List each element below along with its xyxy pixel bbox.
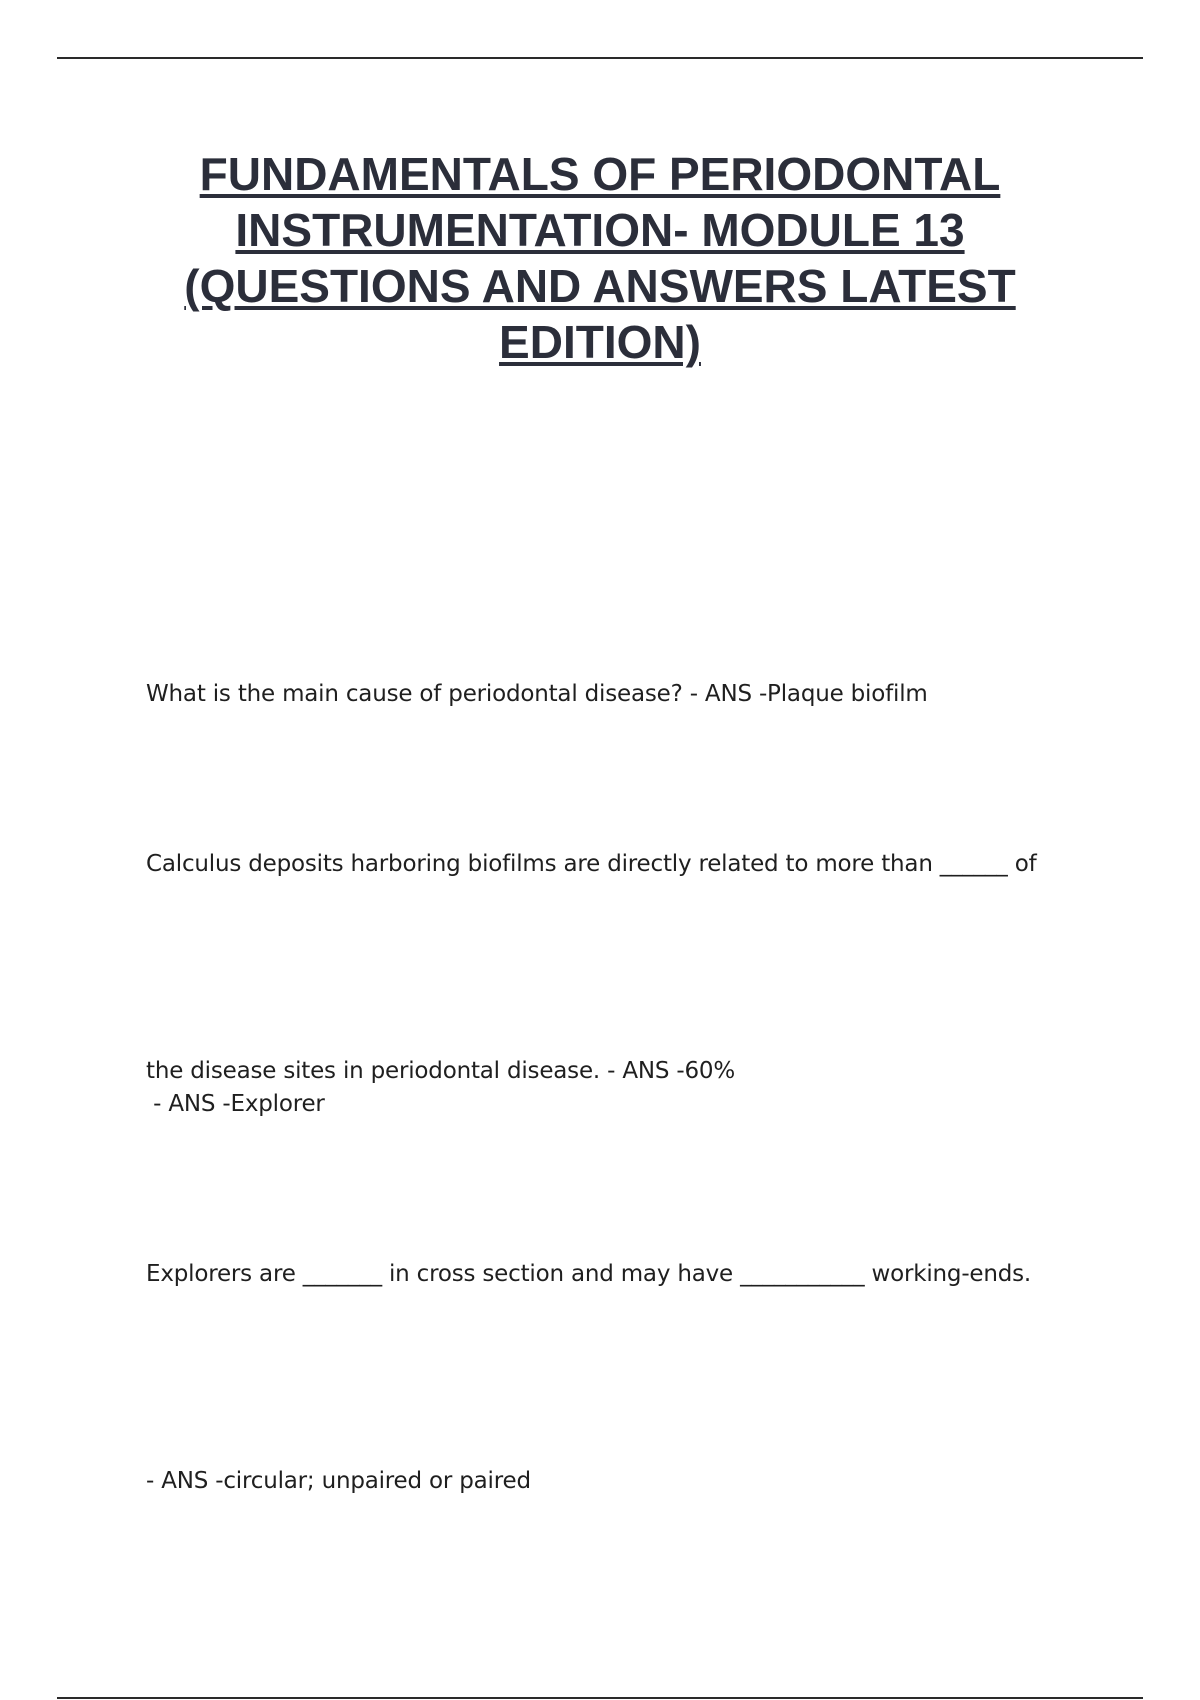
qa-line: - ANS -circular; unpaired or paired — [146, 1468, 531, 1494]
top-rule — [57, 57, 1143, 59]
qa-line: Calculus deposits harboring biofilms are directly related to more than ______ of — [146, 851, 1037, 877]
qa-line: the disease sites in periodontal disease. - ANS -60% — [146, 1058, 736, 1084]
bottom-rule — [57, 1697, 1143, 1699]
qa-line: Explorers are _______ in cross section and may have ___________ working-ends. — [146, 1261, 1032, 1287]
qa-line: - ANS -Explorer — [146, 1091, 325, 1117]
qa-item — [146, 1102, 1096, 1585]
document-title-text: FUNDAMENTALS OF PERIODONTAL INSTRUMENTATION- MODULE 13 (QUESTIONS AND ANSWERS LATEST EDITION) — [184, 148, 1016, 368]
qa-line: What is the main cause of periodontal disease? - ANS -Plaque biofilm — [146, 681, 928, 707]
document-title — [120, 146, 1080, 370]
